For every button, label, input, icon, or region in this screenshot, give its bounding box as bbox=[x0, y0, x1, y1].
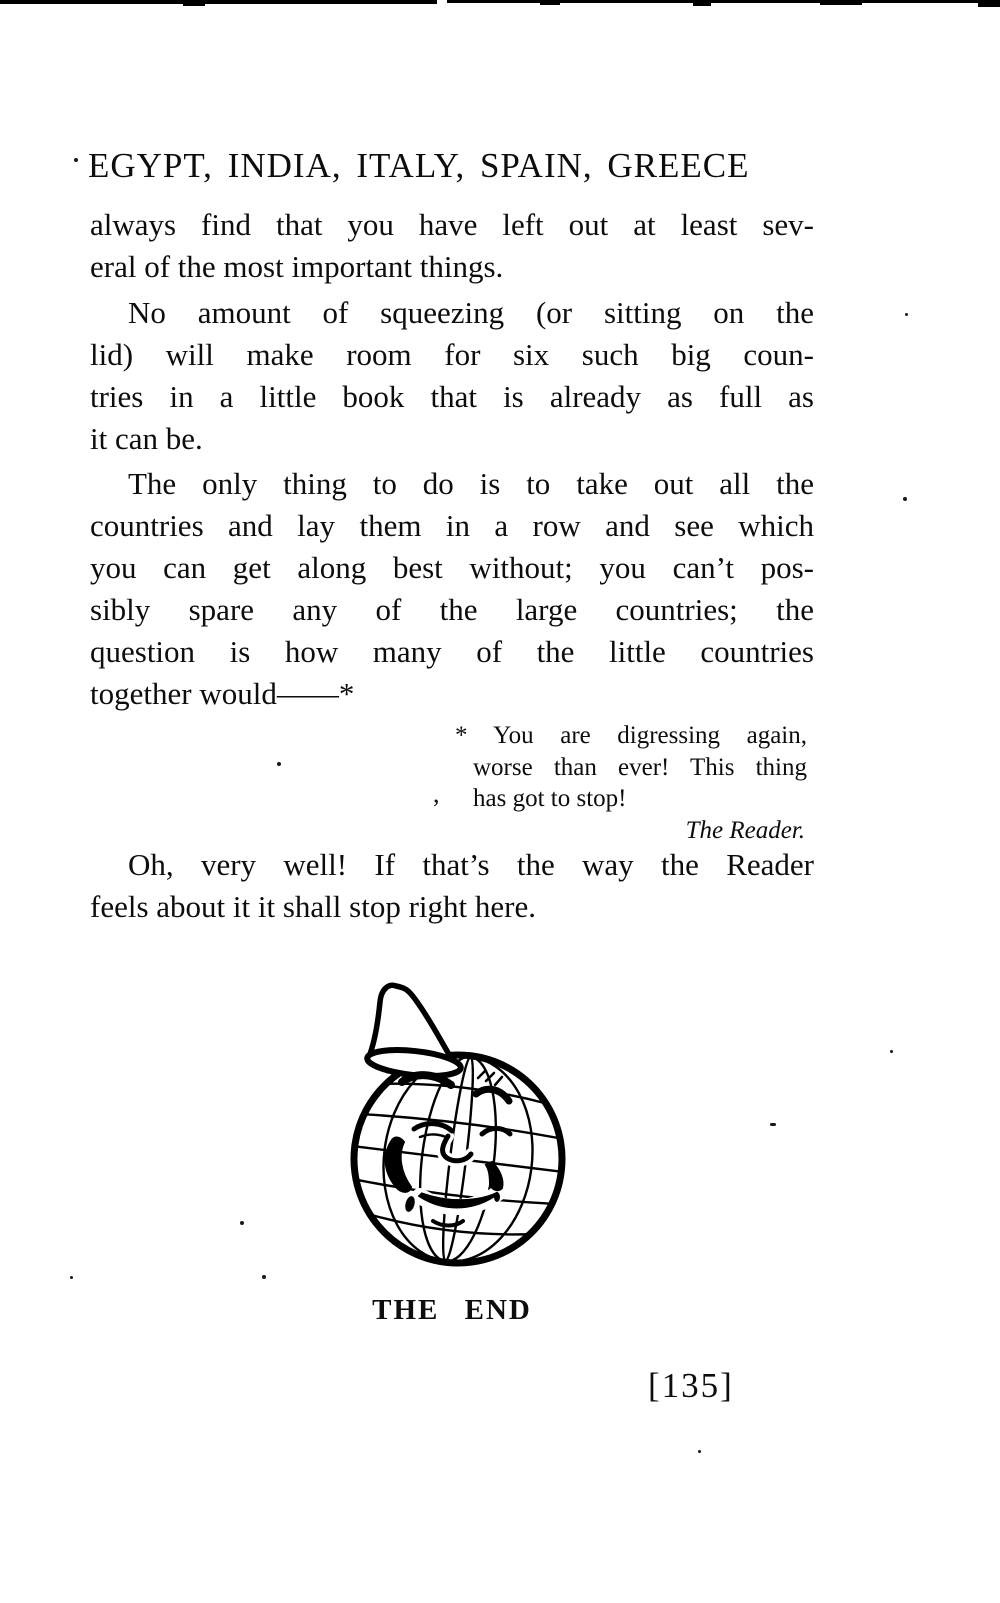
stray-comma-mark: , bbox=[433, 779, 440, 808]
text-line: The only thing to do is to take out all the bbox=[128, 466, 814, 501]
text-line: tries in a little book that is already as full as bbox=[90, 379, 814, 414]
text-line: eral of the most important things. bbox=[90, 249, 504, 284]
text-line: lid) will make room for six such big coun- bbox=[90, 337, 814, 372]
text-line: No amount of squeezing (or sitting on the bbox=[128, 295, 814, 330]
footnote-line: worse than ever! This thing bbox=[473, 753, 807, 781]
running-header: EGYPT, INDIA, ITALY, SPAIN, GREECE bbox=[88, 146, 750, 185]
footnote-line: * You are digressing again, bbox=[455, 722, 807, 749]
text-line: feels about it it shall stop right here. bbox=[90, 889, 536, 924]
scan-speck bbox=[70, 1276, 73, 1279]
text-line: sibly spare any of the large countries; the bbox=[90, 592, 814, 627]
text-line: together would——* bbox=[90, 676, 355, 711]
globe-with-dunce-cap-illustration bbox=[320, 950, 640, 1280]
scan-speck bbox=[770, 1123, 776, 1126]
scan-speck bbox=[698, 1450, 701, 1453]
scan-speck bbox=[905, 313, 908, 316]
footnote-signature: The Reader. bbox=[685, 816, 805, 844]
paragraph-4 bbox=[90, 844, 814, 928]
page-number: [135] bbox=[648, 1366, 734, 1405]
footnote bbox=[455, 720, 807, 846]
scan-speck bbox=[240, 1221, 244, 1225]
scan-speck bbox=[890, 1050, 893, 1053]
text-line: it can be. bbox=[90, 421, 203, 456]
text-line: you can get along best without; you can’t pos- bbox=[90, 550, 814, 585]
paragraph-3 bbox=[90, 463, 814, 715]
text-line: question is how many of the little countries bbox=[90, 634, 814, 669]
text-line: always find that you have left out at least sev- bbox=[90, 207, 814, 242]
paragraph-2 bbox=[90, 292, 814, 460]
scan-speck bbox=[903, 497, 907, 501]
scan-speck bbox=[74, 158, 78, 162]
the-end-label: THE END bbox=[372, 1294, 532, 1326]
scan-speck bbox=[277, 762, 281, 766]
text-line: Oh, very well! If that’s the way the Reader bbox=[128, 847, 814, 882]
footnote-line: has got to stop! bbox=[473, 785, 627, 812]
paragraph-1 bbox=[90, 204, 814, 288]
scan-speck bbox=[262, 1275, 266, 1279]
text-line: countries and lay them in a row and see which bbox=[90, 508, 814, 543]
